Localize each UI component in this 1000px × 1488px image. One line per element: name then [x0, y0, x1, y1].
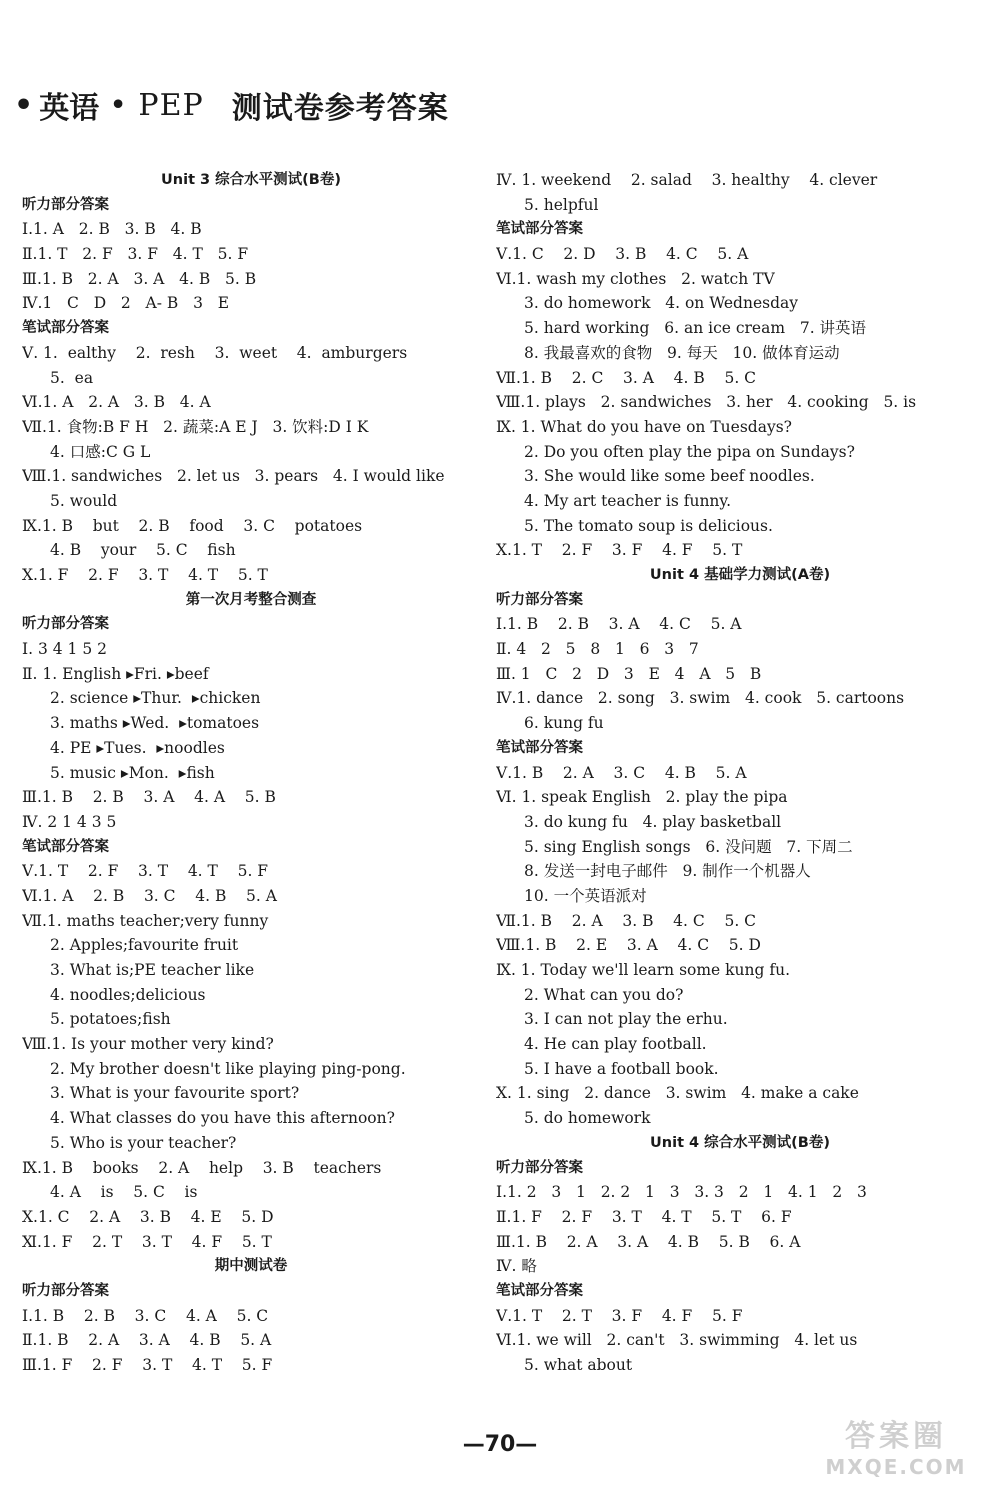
watermark-logo: [806, 1412, 986, 1478]
answer-line: 3. She would like some beef noodles.: [524, 467, 815, 486]
page-number: —70—: [462, 1432, 538, 1457]
answer-line: 3. What is;PE teacher like: [50, 961, 255, 979]
answer-line: 5. do homework: [524, 1109, 651, 1128]
answer-line: Ⅲ.1. B 2. A 3. A 4. B 5. B: [22, 269, 257, 288]
section-title: 期中测试卷: [214, 1258, 288, 1275]
answer-line: Ⅳ.1 C D 2 A- B 3 E: [22, 294, 230, 313]
answer-line: Ⅰ.1. A 2. B 3. B 4. B: [22, 220, 202, 239]
answer-line: Ⅰ.1. B 2. B 3. C 4. A 5. C: [22, 1306, 269, 1325]
answer-line: 5. Who is your teacher?: [50, 1133, 237, 1152]
subsection-heading: 听力部分答案: [22, 196, 109, 213]
answer-line: 3. do kung fu 4. play basketball: [524, 812, 782, 831]
answer-line: 5. potatoes;fish: [50, 1010, 171, 1029]
answer-line: Ⅵ.1. wash my clothes 2. watch TV: [496, 269, 775, 288]
answer-line: Ⅲ.1. B 2. A 3. A 4. B 5. B 6. A: [496, 1232, 801, 1251]
answer-line: Ⅲ.1. B 2. B 3. A 4. A 5. B: [22, 788, 276, 807]
subsection-heading: 听力部分答案: [22, 616, 109, 633]
watermark-line2: MXQE.COM: [825, 1455, 967, 1479]
answer-line: Ⅰ.1. B 2. B 3. A 4. C 5. A: [496, 615, 742, 634]
answer-line: 4. noodles;delicious: [50, 985, 206, 1004]
answer-line: Ⅲ. 1 C 2 D 3 E 4 A 5 B: [496, 664, 762, 683]
answer-line: Ⅰ. 3 4 1 5 2: [22, 640, 107, 659]
answer-line: Ⅳ. 2 1 4 3 5: [22, 812, 117, 831]
answer-line: Ⅸ.1. B but 2. B food 3. C potatoes: [22, 516, 363, 535]
answer-line: 2. What can you do?: [524, 985, 684, 1004]
answer-line: Ⅷ.1. sandwiches 2. let us 3. pears 4. I would like: [22, 467, 445, 486]
page-header: [14, 80, 449, 130]
answer-line: 4. B your 5. C fish: [50, 541, 236, 560]
header-title: 测试卷参考答案: [231, 91, 449, 126]
answer-line: 2. Apples;favourite fruit: [50, 936, 239, 955]
answer-line: Ⅺ.1. F 2. T 3. T 4. F 5. T: [22, 1232, 272, 1251]
answer-line: 8. 我最喜欢的食物 9. 每天 10. 做体育运动: [524, 343, 840, 362]
answer-line: Ⅳ.1. dance 2. song 3. swim 4. cook 5. cartoons: [496, 689, 905, 708]
answer-line: Ⅴ.1. C 2. D 3. B 4. C 5. A: [496, 245, 749, 264]
answer-line: 4. What classes do you have this afternoon?: [50, 1109, 395, 1128]
answer-line: 4. 口感:C G L: [50, 442, 151, 461]
answer-line: Ⅴ.1. T 2. F 3. T 4. T 5. F: [22, 862, 269, 881]
section-title: Unit 4 综合水平测试(B卷): [650, 1134, 830, 1151]
subsection-heading: 笔试部分答案: [496, 739, 583, 756]
answer-line: 2. Do you often play the pipa on Sundays?: [524, 442, 855, 461]
answer-line: 4. A is 5. C is: [50, 1183, 198, 1202]
answer-line: 2. science ▸Thur. ▸chicken: [50, 689, 261, 708]
answer-line: 5. what about: [524, 1356, 633, 1374]
answer-line: Ⅱ.1. F 2. F 3. T 4. T 5. T 6. F: [496, 1207, 792, 1226]
answer-line: 3. do homework 4. on Wednesday: [524, 294, 799, 313]
answer-line: 5. sing English songs 6. 没问题 7. 下周二: [524, 837, 853, 856]
answer-line: 5. I have a football book.: [524, 1059, 719, 1078]
answer-line: Ⅵ.1. we will 2. can't 3. swimming 4. let us: [496, 1331, 858, 1350]
answer-line: Ⅸ. 1. Today we'll learn some kung fu.: [496, 961, 791, 979]
right-column: [496, 168, 984, 1378]
section-title: 第一次月考整合测查: [185, 591, 317, 608]
answer-line: Ⅱ. 1. English ▸Fri. ▸beef: [22, 664, 209, 683]
answer-line: Ⅷ.1. Is your mother very kind?: [22, 1035, 274, 1054]
section-title: Unit 3 综合水平测试(B卷): [161, 172, 341, 188]
subsection-heading: 笔试部分答案: [496, 221, 583, 238]
answer-line: Ⅱ. 4 2 5 8 1 6 3 7: [496, 640, 699, 659]
watermark-line1: 答案圈: [845, 1419, 947, 1454]
answer-line: 5. hard working 6. an ice cream 7. 讲英语: [524, 319, 867, 338]
answer-line: Ⅵ.1. A 2. B 3. C 4. B 5. A: [22, 886, 277, 905]
answer-line: Ⅹ. 1. sing 2. dance 3. swim 4. make a cake: [496, 1084, 859, 1103]
answer-line: Ⅳ. 1. weekend 2. salad 3. healthy 4. clever: [496, 171, 878, 189]
answer-line: Ⅱ.1. B 2. A 3. A 4. B 5. A: [22, 1331, 272, 1350]
answer-line: Ⅶ.1. maths teacher;very funny: [22, 911, 269, 930]
answer-line: Ⅸ.1. B books 2. A help 3. B teachers: [22, 1158, 382, 1177]
answer-line: Ⅶ.1. B 2. C 3. A 4. B 5. C: [496, 368, 757, 387]
answer-line: Ⅷ.1. B 2. E 3. A 4. C 5. D: [496, 936, 761, 955]
answer-line: 3. I can not play the erhu.: [524, 1010, 728, 1029]
answer-line: 4. PE ▸Tues. ▸noodles: [50, 738, 225, 757]
answer-line: 6. kung fu: [524, 714, 604, 733]
header-edition: • PEP: [109, 87, 204, 123]
answer-line: 10. 一个英语派对: [524, 886, 647, 905]
header-dot: •: [14, 87, 34, 123]
answer-line: 5. would: [50, 491, 118, 510]
answer-line: Ⅴ.1. B 2. A 3. C 4. B 5. A: [496, 763, 747, 782]
answer-line: Ⅰ.1. 2 3 1 2. 2 1 3 3. 3 2 1 4. 1 2 3: [496, 1183, 867, 1202]
answer-line: 3. What is your favourite sport?: [50, 1084, 300, 1103]
left-column: [22, 168, 480, 1378]
answer-line: 3. maths ▸Wed. ▸tomatoes: [50, 714, 260, 733]
answer-line: Ⅶ.1. B 2. A 3. B 4. C 5. C: [496, 911, 757, 930]
answer-line: Ⅱ.1. T 2. F 3. F 4. T 5. F: [22, 245, 249, 264]
answer-line: 5. The tomato soup is delicious.: [524, 516, 773, 535]
answer-line: 4. My art teacher is funny.: [524, 491, 732, 510]
subsection-heading: 听力部分答案: [496, 1159, 583, 1176]
answer-line: Ⅲ.1. F 2. F 3. T 4. T 5. F: [22, 1356, 273, 1374]
answer-line: Ⅹ.1. C 2. A 3. B 4. E 5. D: [22, 1207, 274, 1226]
answer-line: Ⅴ.1. T 2. T 3. F 4. F 5. F: [496, 1306, 743, 1325]
answer-line: 8. 发送一封电子邮件 9. 制作一个机器人: [524, 862, 811, 881]
answer-line: 5. ea: [50, 368, 94, 387]
answer-line: Ⅹ.1. F 2. F 3. T 4. T 5. T: [22, 566, 268, 584]
answer-line: Ⅷ.1. plays 2. sandwiches 3. her 4. cooking 5. is: [496, 393, 917, 412]
answer-line: Ⅴ. 1. ealthy 2. resh 3. weet 4. amburgers: [22, 343, 408, 362]
answer-line: Ⅶ.1. 食物:B F H 2. 蔬菜:A E J 3. 饮料:D I K: [22, 417, 369, 436]
subsection-heading: 听力部分答案: [22, 1282, 109, 1299]
answer-line: Ⅵ.1. A 2. A 3. B 4. A: [22, 393, 211, 412]
header-subject: 英语: [39, 91, 100, 126]
answer-line: 5. helpful: [524, 195, 599, 214]
section-title: Unit 4 基础学力测试(A卷): [649, 567, 831, 583]
answer-line: Ⅳ. 略: [496, 1257, 537, 1276]
subsection-heading: 笔试部分答案: [22, 838, 109, 855]
answer-line: Ⅸ. 1. What do you have on Tuesdays?: [496, 417, 792, 436]
subsection-heading: 笔试部分答案: [496, 1282, 583, 1299]
answer-line: Ⅹ.1. T 2. F 3. F 4. F 5. T: [496, 541, 743, 560]
subsection-heading: 笔试部分答案: [22, 320, 109, 337]
answer-line: 4. He can play football.: [524, 1035, 707, 1054]
answer-line: 2. My brother doesn't like playing ping-pong.: [50, 1059, 406, 1078]
subsection-heading: 听力部分答案: [496, 591, 583, 608]
answer-line: 5. music ▸Mon. ▸fish: [50, 763, 215, 782]
answer-line: Ⅵ. 1. speak English 2. play the pipa: [496, 788, 788, 807]
